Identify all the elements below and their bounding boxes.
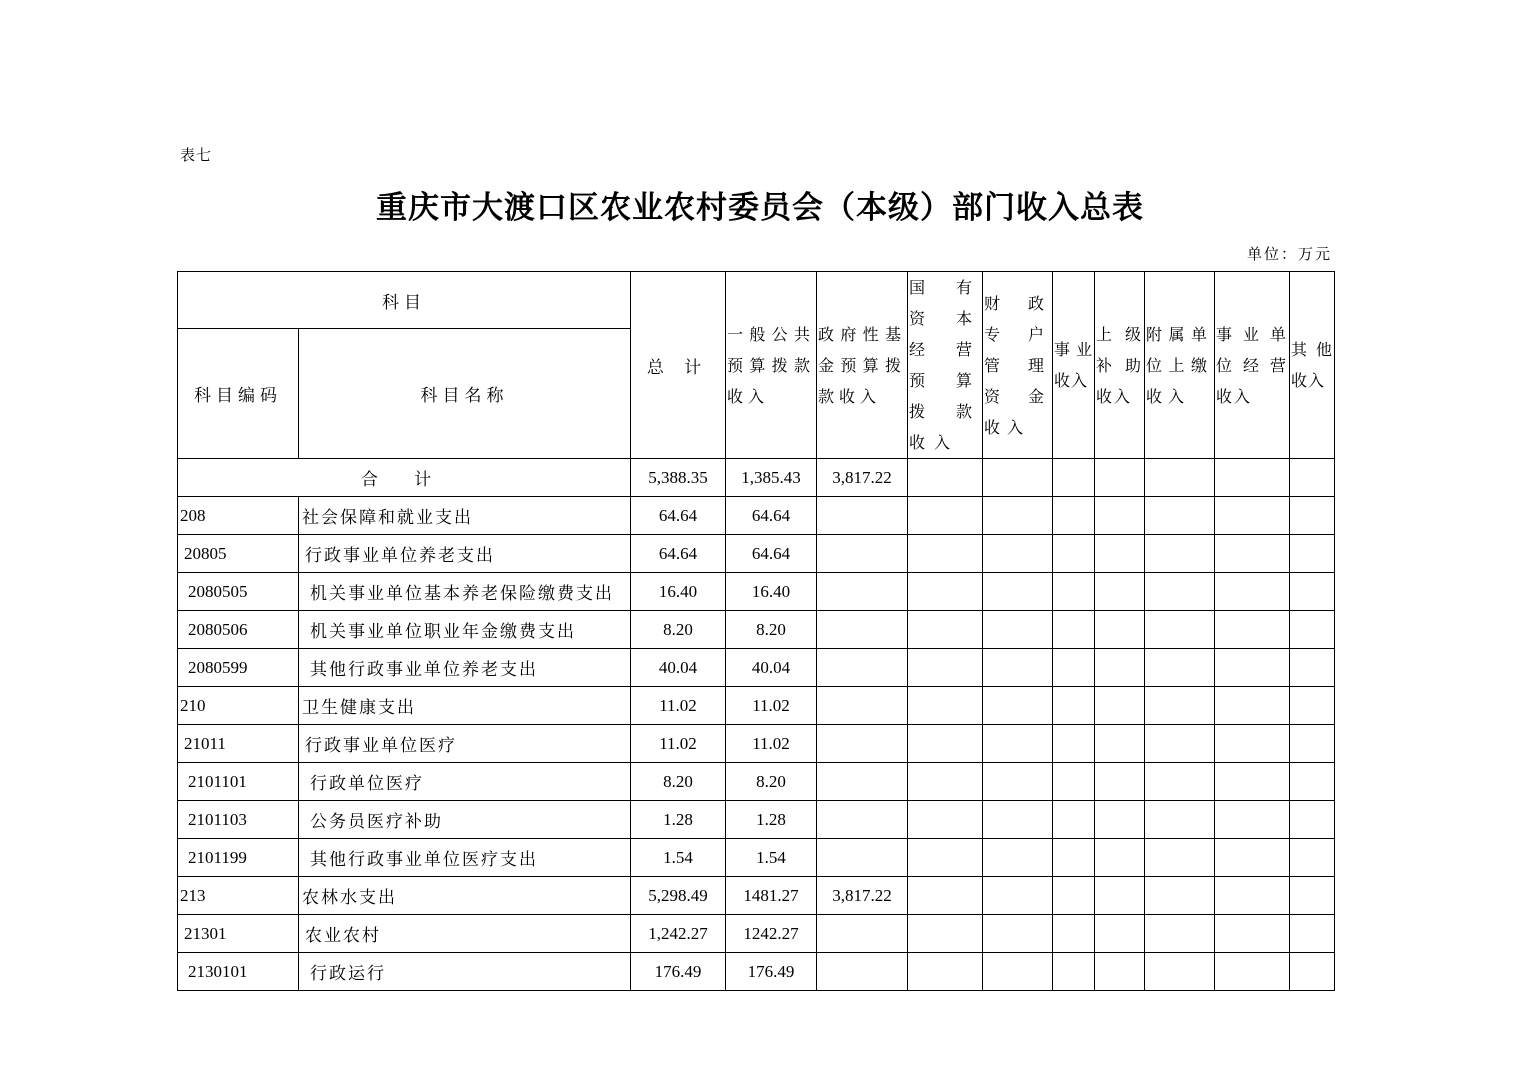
total-value: 5,388.35: [631, 459, 726, 497]
fund-budget-cell: [817, 725, 908, 763]
empty-cell: [1215, 687, 1290, 725]
total-label: 合 计: [178, 459, 631, 497]
empty-cell: [1145, 877, 1215, 915]
total-cell: 64.64: [631, 497, 726, 535]
table-row: [178, 649, 1335, 687]
other-income-header: 其他收入: [1290, 272, 1335, 459]
general-budget-cell: 176.49: [726, 953, 817, 991]
table-row: [178, 801, 1335, 839]
empty-cell: [1053, 459, 1095, 497]
total-cell: 1.28: [631, 801, 726, 839]
empty-cell: [1215, 801, 1290, 839]
general-budget-cell: 11.02: [726, 687, 817, 725]
empty-cell: [1053, 687, 1095, 725]
empty-cell: [1215, 535, 1290, 573]
total-row: [178, 459, 1335, 497]
fund-budget-cell: [817, 611, 908, 649]
empty-cell: [1145, 573, 1215, 611]
empty-cell: [908, 953, 983, 991]
empty-cell: [1053, 877, 1095, 915]
subject-code: 213: [178, 877, 299, 915]
subject-name: 机关事业单位职业年金缴费支出: [299, 611, 631, 649]
empty-cell: [983, 611, 1053, 649]
empty-cell: [1215, 459, 1290, 497]
subject-name: 行政事业单位养老支出: [299, 535, 631, 573]
empty-cell: [1290, 725, 1335, 763]
empty-cell: [1053, 497, 1095, 535]
empty-cell: [1145, 535, 1215, 573]
empty-cell: [1053, 573, 1095, 611]
fund-budget-header: 政府性基金预算拨款收入: [817, 272, 908, 459]
general-budget-cell: 8.20: [726, 611, 817, 649]
empty-cell: [1053, 953, 1095, 991]
general-budget-cell: 40.04: [726, 649, 817, 687]
empty-cell: [1290, 611, 1335, 649]
empty-cell: [1145, 725, 1215, 763]
empty-cell: [1095, 839, 1145, 877]
total-cell: 8.20: [631, 611, 726, 649]
subject-name: 社会保障和就业支出: [299, 497, 631, 535]
subject-name: 行政运行: [299, 953, 631, 991]
general-budget-cell: 1242.27: [726, 915, 817, 953]
total-cell: 176.49: [631, 953, 726, 991]
name-header: 科目名称: [299, 329, 631, 459]
fund-budget-cell: [817, 953, 908, 991]
empty-cell: [983, 801, 1053, 839]
subject-code: 208: [178, 497, 299, 535]
empty-cell: [1215, 915, 1290, 953]
subject-code: 2080505: [178, 573, 299, 611]
empty-cell: [1053, 611, 1095, 649]
empty-cell: [1215, 953, 1290, 991]
header-row: [178, 272, 1335, 329]
empty-cell: [1095, 915, 1145, 953]
empty-cell: [983, 687, 1053, 725]
table-body: [178, 272, 1335, 991]
subject-group-header: 科目: [178, 272, 631, 329]
empty-cell: [983, 649, 1053, 687]
table-row: [178, 725, 1335, 763]
empty-cell: [1053, 725, 1095, 763]
empty-cell: [1290, 801, 1335, 839]
empty-cell: [983, 725, 1053, 763]
empty-cell: [1290, 497, 1335, 535]
empty-cell: [1053, 535, 1095, 573]
empty-cell: [908, 611, 983, 649]
total-cell: 16.40: [631, 573, 726, 611]
subject-code: 210: [178, 687, 299, 725]
empty-cell: [1290, 687, 1335, 725]
fund-budget-cell: [817, 687, 908, 725]
empty-cell: [1145, 687, 1215, 725]
fund-budget-cell: [817, 763, 908, 801]
business-income-header: 事业收入: [1053, 272, 1095, 459]
total-cell: 8.20: [631, 763, 726, 801]
empty-cell: [908, 877, 983, 915]
empty-cell: [1145, 459, 1215, 497]
table-row: [178, 839, 1335, 877]
table-row: [178, 535, 1335, 573]
empty-cell: [1290, 649, 1335, 687]
empty-cell: [908, 725, 983, 763]
empty-cell: [1145, 649, 1215, 687]
state-capital-header: 国有资本经营预算拨款收入: [908, 272, 983, 459]
empty-cell: [908, 687, 983, 725]
empty-cell: [1290, 839, 1335, 877]
empty-cell: [983, 915, 1053, 953]
subject-name: 农业农村: [299, 915, 631, 953]
empty-cell: [1145, 611, 1215, 649]
total-cell: 5,298.49: [631, 877, 726, 915]
empty-cell: [1215, 839, 1290, 877]
empty-cell: [1145, 801, 1215, 839]
total-cell: 64.64: [631, 535, 726, 573]
subject-code: 2080506: [178, 611, 299, 649]
subject-code: 2080599: [178, 649, 299, 687]
empty-cell: [1290, 763, 1335, 801]
empty-cell: [1053, 839, 1095, 877]
empty-cell: [1145, 763, 1215, 801]
page-title: 重庆市大渡口区农业农村委员会（本级）部门收入总表: [376, 190, 1144, 226]
empty-cell: [1095, 459, 1145, 497]
empty-cell: [1215, 573, 1290, 611]
empty-cell: [983, 763, 1053, 801]
empty-cell: [908, 535, 983, 573]
fund-budget-cell: [817, 497, 908, 535]
table-row: [178, 573, 1335, 611]
subject-code: 21011: [178, 725, 299, 763]
empty-cell: [1290, 459, 1335, 497]
empty-cell: [1215, 611, 1290, 649]
subject-name: 公务员医疗补助: [299, 801, 631, 839]
empty-cell: [1053, 915, 1095, 953]
general-budget-cell: 16.40: [726, 573, 817, 611]
operating-income-header: 事 业 单位 经 营收入: [1215, 272, 1290, 459]
subject-code: 2101103: [178, 801, 299, 839]
general-budget-cell: 1481.27: [726, 877, 817, 915]
empty-cell: [1095, 953, 1145, 991]
empty-cell: [1290, 953, 1335, 991]
total-fund-budget: 3,817.22: [817, 459, 908, 497]
empty-cell: [1053, 649, 1095, 687]
general-budget-header: 一般公共预算拨款收入: [726, 272, 817, 459]
table-row: [178, 877, 1335, 915]
empty-cell: [983, 877, 1053, 915]
general-budget-cell: 11.02: [726, 725, 817, 763]
subject-code: 2130101: [178, 953, 299, 991]
empty-cell: [1095, 725, 1145, 763]
unit-label: 单位：万元: [1246, 245, 1332, 263]
empty-cell: [983, 459, 1053, 497]
subject-name: 卫生健康支出: [299, 687, 631, 725]
subject-name: 其他行政事业单位医疗支出: [299, 839, 631, 877]
subject-name: 其他行政事业单位养老支出: [299, 649, 631, 687]
subject-code: 2101199: [178, 839, 299, 877]
table-label: 表七: [180, 146, 213, 164]
empty-cell: [1095, 763, 1145, 801]
total-cell: 1.54: [631, 839, 726, 877]
empty-cell: [1145, 497, 1215, 535]
fund-budget-cell: 3,817.22: [817, 877, 908, 915]
subject-name: 行政事业单位医疗: [299, 725, 631, 763]
table-row: [178, 611, 1335, 649]
general-budget-cell: 1.54: [726, 839, 817, 877]
table-row: [178, 915, 1335, 953]
empty-cell: [1145, 953, 1215, 991]
empty-cell: [1053, 801, 1095, 839]
empty-cell: [1095, 649, 1145, 687]
affiliated-income-header: 附属单位上缴收入: [1145, 272, 1215, 459]
income-summary-table: [177, 271, 1335, 991]
general-budget-cell: 64.64: [726, 497, 817, 535]
empty-cell: [1215, 877, 1290, 915]
empty-cell: [1290, 535, 1335, 573]
empty-cell: [983, 839, 1053, 877]
empty-cell: [908, 497, 983, 535]
empty-cell: [1145, 915, 1215, 953]
empty-cell: [908, 459, 983, 497]
general-budget-cell: 64.64: [726, 535, 817, 573]
empty-cell: [908, 915, 983, 953]
empty-cell: [1095, 801, 1145, 839]
subject-code: 20805: [178, 535, 299, 573]
fiscal-special-header: 财政专户管理资金收入: [983, 272, 1053, 459]
fund-budget-cell: [817, 915, 908, 953]
total-cell: 11.02: [631, 687, 726, 725]
general-budget-cell: 1.28: [726, 801, 817, 839]
empty-cell: [983, 497, 1053, 535]
total-cell: 1,242.27: [631, 915, 726, 953]
subject-name: 机关事业单位基本养老保险缴费支出: [299, 573, 631, 611]
empty-cell: [908, 573, 983, 611]
fund-budget-cell: [817, 649, 908, 687]
subject-name: 农林水支出: [299, 877, 631, 915]
empty-cell: [908, 763, 983, 801]
empty-cell: [983, 535, 1053, 573]
empty-cell: [1095, 687, 1145, 725]
table-row: [178, 953, 1335, 991]
empty-cell: [1095, 573, 1145, 611]
empty-cell: [908, 801, 983, 839]
subject-name: 行政单位医疗: [299, 763, 631, 801]
subject-code: 21301: [178, 915, 299, 953]
empty-cell: [983, 573, 1053, 611]
empty-cell: [1215, 725, 1290, 763]
total-header: 总 计: [631, 272, 726, 459]
table-row: [178, 497, 1335, 535]
fund-budget-cell: [817, 535, 908, 573]
total-cell: 40.04: [631, 649, 726, 687]
subject-code: 2101101: [178, 763, 299, 801]
total-general-budget: 1,385.43: [726, 459, 817, 497]
table-row: [178, 763, 1335, 801]
empty-cell: [1095, 877, 1145, 915]
empty-cell: [1215, 497, 1290, 535]
empty-cell: [1290, 877, 1335, 915]
empty-cell: [908, 649, 983, 687]
empty-cell: [1053, 763, 1095, 801]
superior-subsidy-header: 上 级补 助收入: [1095, 272, 1145, 459]
empty-cell: [1095, 497, 1145, 535]
fund-budget-cell: [817, 839, 908, 877]
empty-cell: [1095, 611, 1145, 649]
empty-cell: [1095, 535, 1145, 573]
empty-cell: [1290, 915, 1335, 953]
table-row: [178, 687, 1335, 725]
code-header: 科目编码: [178, 329, 299, 459]
empty-cell: [983, 953, 1053, 991]
empty-cell: [1215, 763, 1290, 801]
empty-cell: [1290, 573, 1335, 611]
total-cell: 11.02: [631, 725, 726, 763]
general-budget-cell: 8.20: [726, 763, 817, 801]
empty-cell: [908, 839, 983, 877]
fund-budget-cell: [817, 801, 908, 839]
empty-cell: [1145, 839, 1215, 877]
fund-budget-cell: [817, 573, 908, 611]
empty-cell: [1215, 649, 1290, 687]
